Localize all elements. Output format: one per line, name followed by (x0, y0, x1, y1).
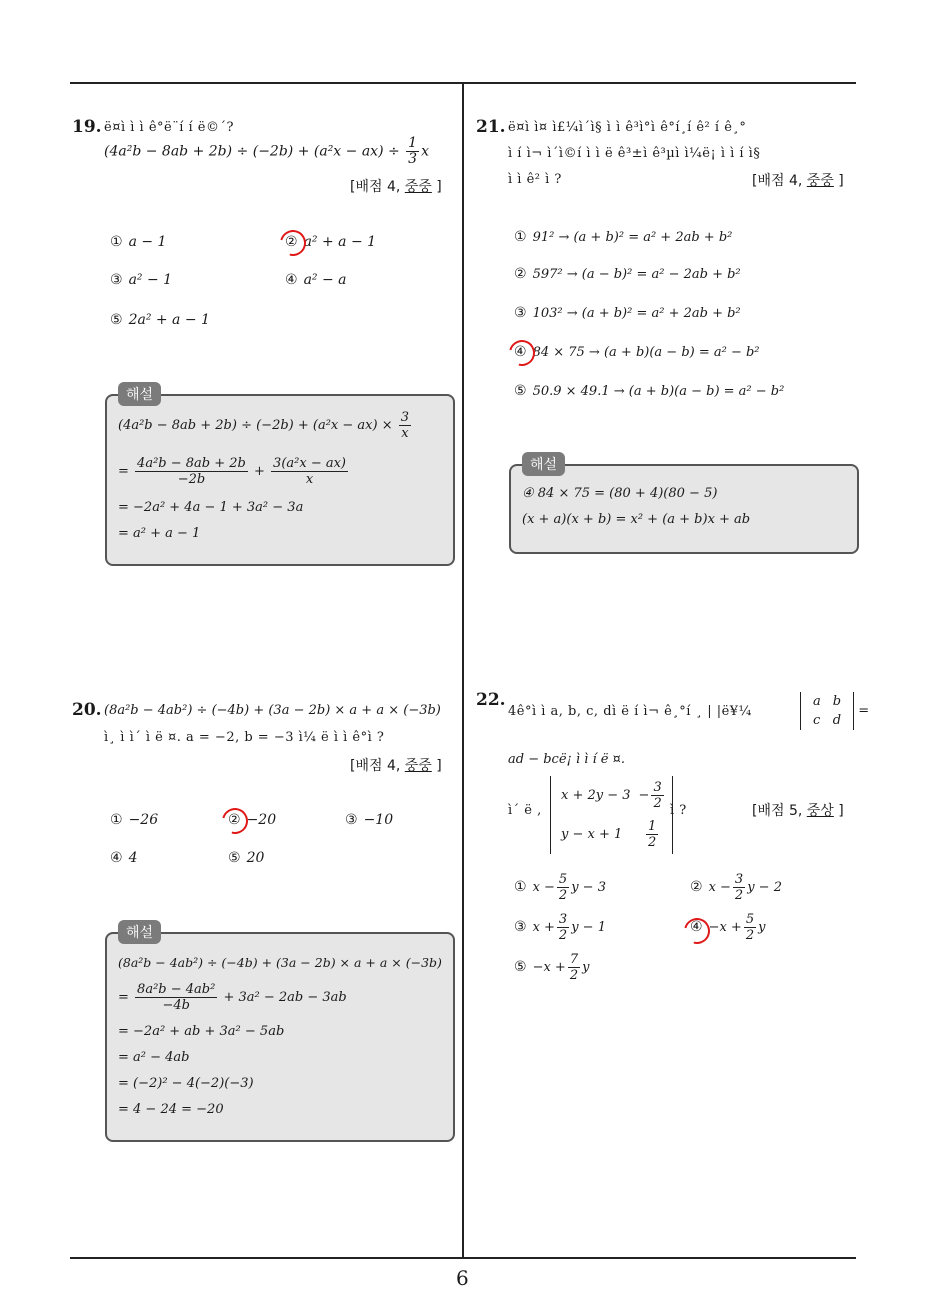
q20-option-5[interactable]: ⑤ 20 (228, 850, 265, 866)
q21-solution-box (509, 464, 859, 554)
q19-option-1[interactable]: ① a − 1 (110, 234, 167, 250)
q21-answer-mark (504, 335, 540, 371)
q20-sol-line-5: = (−2)² − 4(−2)(−3) (118, 1076, 254, 1091)
q20-score: [배점 4, 중중 ] (350, 758, 442, 774)
q22-option-3[interactable]: ③ x + $\frac{3}{2}$ y − 1 (514, 912, 606, 943)
bottom-rule (70, 1257, 856, 1259)
q21-option-4[interactable]: ④ 84 × 75 → (a + b)(a − b) = a² − b² (514, 344, 760, 360)
q21-sol-line-2: (x + a)(x + b) = x² + (a + b)x + ab (522, 512, 751, 527)
q19-solution-label: 해설 (118, 382, 161, 406)
q20-option-2[interactable]: ② −20 (228, 812, 277, 828)
q21-number: 21. (476, 117, 506, 137)
q20-option-1[interactable]: ① −26 (110, 812, 159, 828)
q21-score: [배점 4, 중중 ] (752, 173, 844, 189)
q21-solution-label: 해설 (522, 452, 565, 476)
column-divider (462, 82, 464, 1258)
q22-option-4[interactable]: ④ −x + $\frac{5}{2}$ y (690, 912, 766, 943)
q21-sol-line-1: ④ 84 × 75 = (80 + 4)(80 − 5) (522, 486, 718, 501)
q20-sol-line-3: = −2a² + ab + 3a² − 5ab (118, 1024, 285, 1039)
q22-text-line-1: 4ê°ì ì a, b, c, dì ë í ì¬ ê¸°í ¸ | |ë¥¼ (508, 704, 752, 719)
q20-text: ì¸ ì ì´ ì ë ¤. a = −2, b = −3 ì¼ ë ì ì ê°ì ? (104, 730, 385, 745)
q22-option-1[interactable]: ① x − $\frac{5}{2}$ y − 3 (514, 872, 606, 903)
q20-number: 20. (72, 700, 102, 720)
q20-expression: (8a²b − 4ab²) ÷ (−4b) + (3a − 2b) × a + a × (−3b) (104, 703, 441, 718)
page-number: 6 (456, 1266, 469, 1290)
q21-text-line-1: ë¤ì ì¤ ì£¼ì´ì§ ì ì ê³ì°ì ê°í¸í ê² í ê¸° (508, 120, 747, 135)
q21-option-2[interactable]: ② 597² → (a − b)² = a² − 2ab + b² (514, 266, 741, 282)
q22-text-line-2: ad − bcë¡ ì ì í ë ¤. (508, 752, 625, 767)
q19-option-3[interactable]: ③ a² − 1 (110, 272, 173, 288)
q22-text-line-3-prefix: ì´ ë , (508, 803, 542, 818)
q20-answer-mark (217, 803, 253, 839)
q19-sol-line-4: = a² + a − 1 (118, 526, 201, 541)
q20-sol-line-6: = 4 − 24 = −20 (118, 1102, 224, 1117)
q19-sol-line-1: (4a²b − 8ab + 2b) ÷ (−2b) + (a²x − ax) × $\frac{3}{x}$ (118, 410, 410, 441)
q19-fraction: $\frac{1}{3}$ (408, 135, 418, 167)
q19-answer-mark (275, 225, 311, 261)
q19-option-4[interactable]: ④ a² − a (285, 272, 347, 288)
q22-option-2[interactable]: ② x − $\frac{3}{2}$ y − 2 (690, 872, 782, 903)
q20-sol-line-2: = $\frac{\text{8a²b − 4ab²}}{-4b}$ + 3a² − 2ab − 3ab (118, 982, 347, 1013)
q19-number: 19. (72, 117, 102, 137)
q19-score: [배점 4, 중중 ] (350, 179, 442, 195)
q22-determinant-definition: a b c d = (800, 692, 869, 730)
q20-sol-line-4: = a² − 4ab (118, 1050, 190, 1065)
q20-sol-line-1: (8a²b − 4ab²) ÷ (−4b) + (3a − 2b) × a + a × (−3b) (118, 955, 442, 970)
q22-determinant: x + 2y − 3 − $\frac{3}{2}$ y − x + 1 $\frac{1}{2}$ (550, 776, 673, 854)
q21-option-5[interactable]: ⑤ 50.9 × 49.1 → (a + b)(a − b) = a² − b² (514, 383, 785, 399)
q22-text-line-3-suffix: ì ? (670, 803, 687, 818)
q19-sol-line-2: = $\frac{\text{4a²b − 8ab + 2b}}{-2b}$ + $\frac{\text{3(a²x − ax)}}{x}$ (118, 456, 346, 487)
q21-text-line-3: ì ì ê² ì ? (508, 172, 562, 187)
q19-expression: (4a²b − 8ab + 2b) ÷ (−2b) + (a²x − ax) ÷ $\frac{1}{3}$ x (104, 135, 429, 167)
q19-text: ë¤ì ì ì ê°ë¨í í ë©´? (104, 120, 234, 135)
q22-score: [배점 5, 중상 ] (752, 803, 844, 819)
q21-option-1[interactable]: ① 91² → (a + b)² = a² + 2ab + b² (514, 229, 733, 245)
q19-option-5[interactable]: ⑤ 2a² + a − 1 (110, 312, 210, 328)
q21-option-3[interactable]: ③ 103² → (a + b)² = a² + 2ab + b² (514, 305, 741, 321)
q20-solution-label: 해설 (118, 920, 161, 944)
q22-option-5[interactable]: ⑤ −x + $\frac{7}{2}$ y (514, 952, 590, 983)
q20-option-3[interactable]: ③ −10 (345, 812, 394, 828)
q20-option-4[interactable]: ④ 4 (110, 850, 138, 866)
q19-option-2[interactable]: ② a² + a − 1 (285, 234, 377, 250)
q21-text-line-2: ì í ì¬ ì´ì©í ì ì ë ê³±ì ê³µì ì¼ë¡ ì ì í ì§ (508, 146, 761, 161)
q19-sol-line-3: = −2a² + 4a − 1 + 3a² − 3a (118, 500, 304, 515)
q22-number: 22. (476, 690, 506, 710)
